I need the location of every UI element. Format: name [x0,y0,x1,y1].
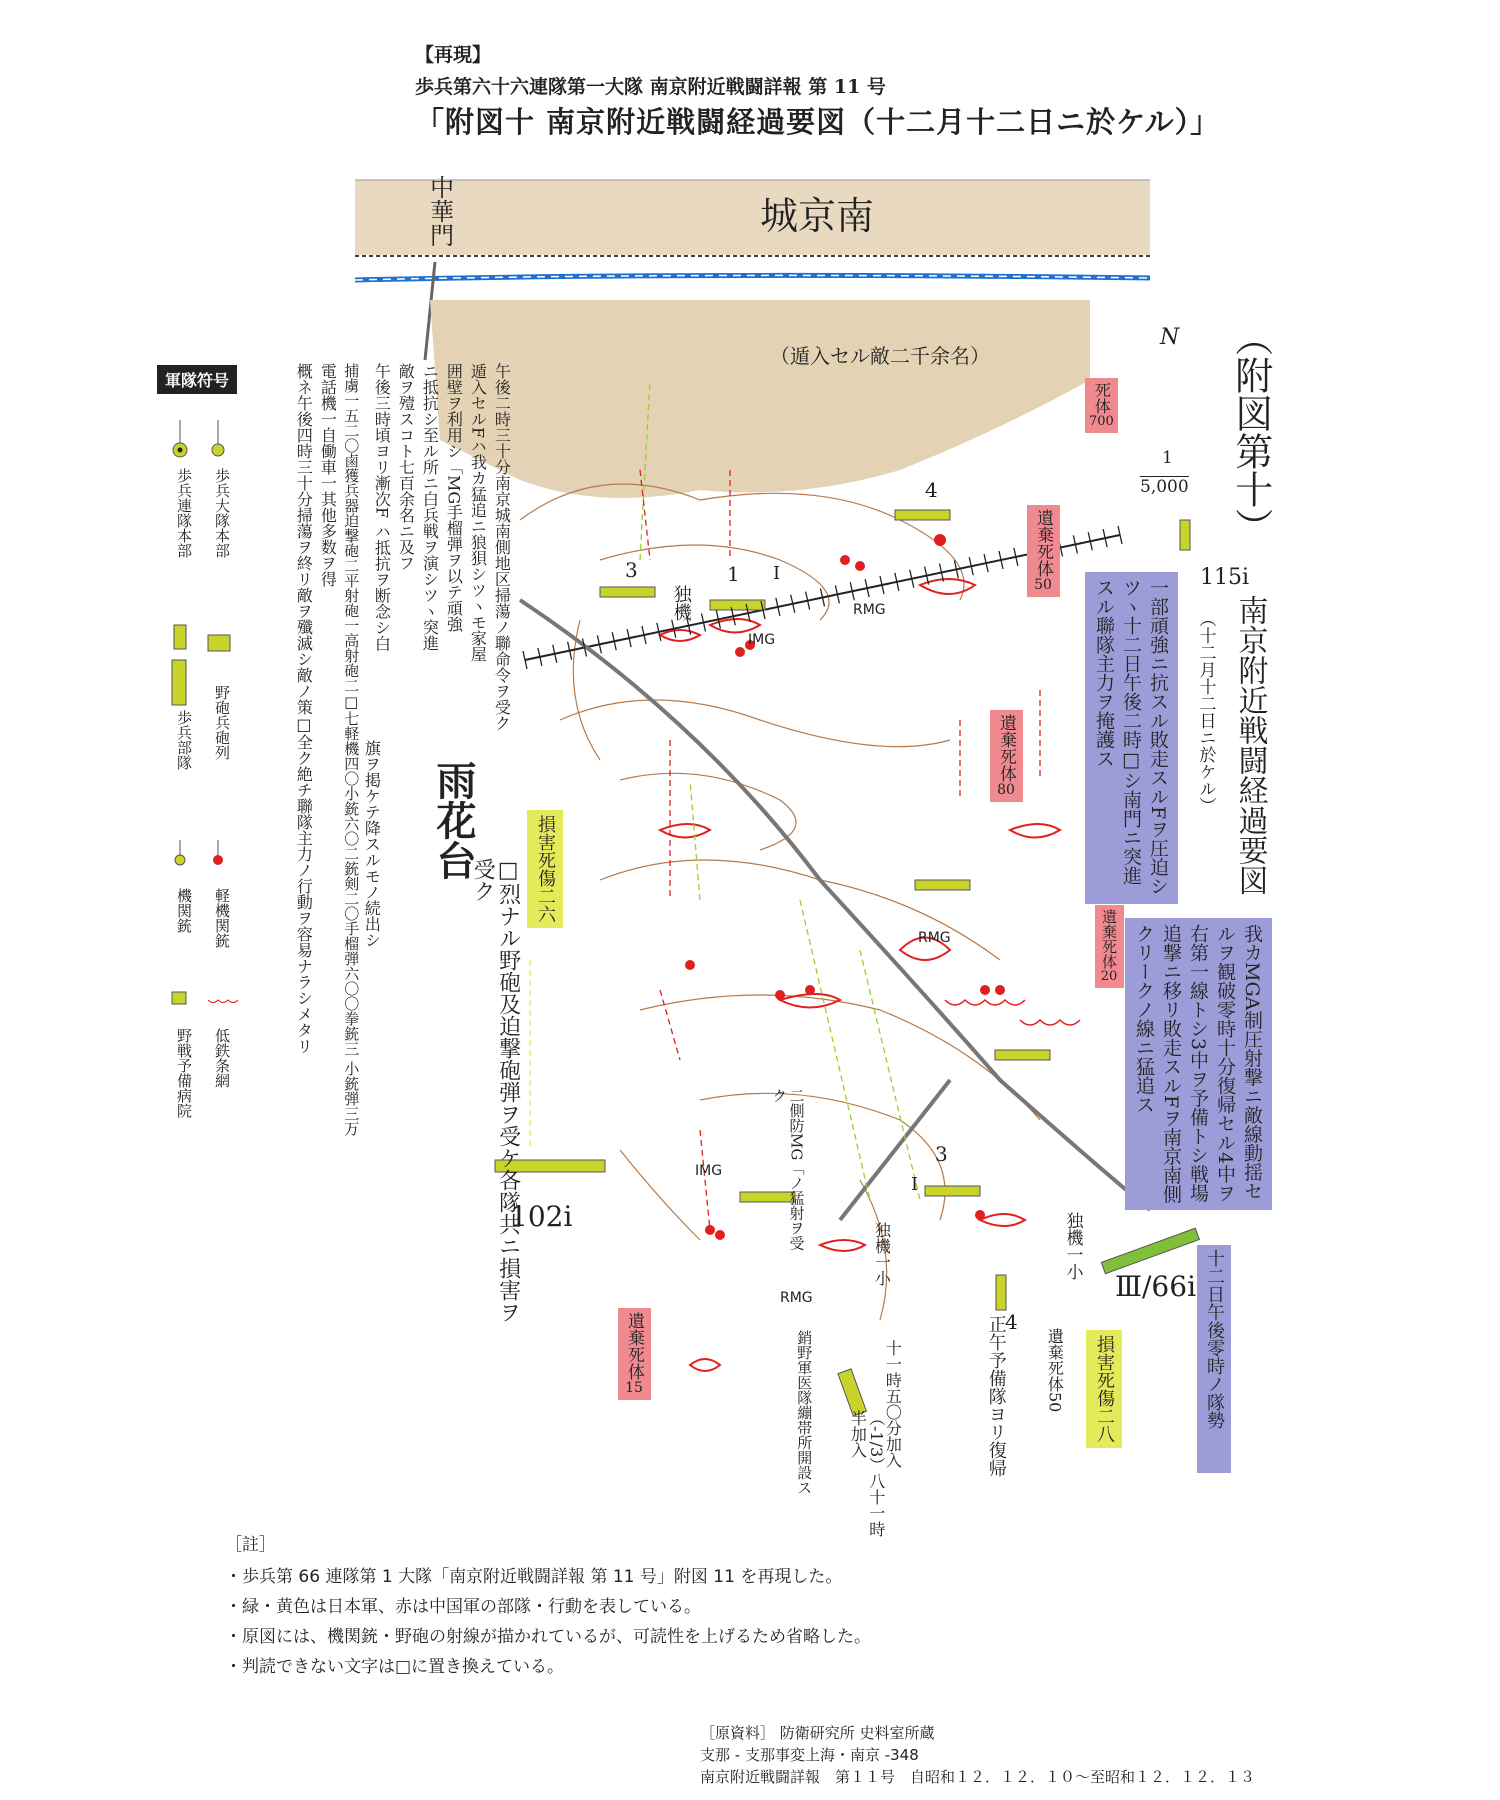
notes-title: ［註］ [225,1535,276,1555]
note-item: ・判読できない文字は□に置き換えている。 [225,1657,565,1677]
note-item: ・緑・黄色は日本軍、赤は中国軍の部隊・行動を表している。 [225,1597,701,1617]
bottom-note: （-1/3）八十一時半加入 [848,1410,886,1538]
source-line1: ［原資料］ 防衛研究所 史料室所蔵 [700,1724,935,1742]
big-title: （附図第十） [1228,318,1273,546]
left-note: 旗ヲ掲ケテ降スルモノ続出シ [362,740,382,948]
enemy-area [430,300,1090,498]
unit-label-I-top: Ⅰ [773,563,781,584]
note-item: ・歩兵第 66 連隊第 1 大隊「南京附近戦闘詳報 第 11 号」附図 11 を再現した。 [225,1567,843,1587]
weapon-label: RMG [918,930,951,946]
unit-102i: 102i [510,1200,573,1233]
legend-item: 歩兵連隊本部 [175,468,193,558]
gate-label: 中華門 [425,175,454,247]
city-label: 城京南 [760,194,875,238]
north-arrow: N [1160,325,1180,350]
left-note: 囲壁ヲ利用シ「MG手榴弾ヲ以テ頑強 [444,363,464,633]
legend-item: 機関銃 [175,888,193,933]
left-note: 遁入セルFハ我カ猛追ニ狼狽シツヽモ家屋 [468,363,488,663]
dead-box-20: 遺棄死体20 [1095,905,1124,988]
note-item: ・原図には、機関銃・野砲の射線が描かれているが、可読性を上げるため省略した。 [225,1627,871,1647]
source-line2: 支那 - 支那事変上海・南京 -348 [700,1746,919,1764]
branch-road [840,1080,950,1220]
wire-entanglement [1020,1020,1080,1025]
bottom-note: 遺棄死体50 [1045,1328,1065,1413]
unit-3-66i: Ⅲ/66i [1115,1270,1197,1303]
legend-symbols [160,400,250,1040]
unit-label-1: 1 [727,562,740,586]
unit-label-I-bottom: Ⅰ [911,1174,919,1195]
left-note: 電話機一自働車一其他多数ヲ得 [318,363,338,587]
source-line3: 南京附近戦闘詳報 第１１号 自昭和１２．１２．１０〜至昭和１２．１２．１３ [700,1768,1256,1786]
legend-item: 歩兵大隊本部 [213,468,231,558]
left-note: 午後二時三十分南京城南側地区掃蕩ノ聯命令ヲ受ク [492,363,512,731]
right-title: 南京附近戦闘経過要図 [1232,595,1268,895]
weapon-label: 独機一小 [1062,1212,1083,1280]
unit-label-4-top: 4 [925,478,938,502]
unit-115i: 115i [1200,565,1250,590]
weapon-label: 独機一小 [872,1222,892,1286]
left-note: 敵ヲ殪スコト七百余名ニ及フ [396,363,416,571]
legend-item: 低鉄条網 [213,1028,231,1088]
left-note: 捕虜一五二〇鹵獲兵器迫撃砲二平射砲一高射砲二□七軽機四〇小銃六〇二銃剣二〇手榴弾六〇〇拳銃三 小銃弾三万 [342,363,361,1136]
unit-label-3-bottom: 3 [935,1142,948,1166]
bottom-note: 十一時五〇分加入 [883,1340,903,1468]
unit-label-3: 3 [625,558,638,582]
weapon-label: RMG [780,1290,813,1306]
purple-note-2: 我カMGA制圧射撃ニ敵線動揺セルヲ観破零時十分復帰セル4中ヲ右第一線トシ3中ヲ予備トシ戦場追撃ニ移リ敗走スルFヲ南京南側クリークノ線ニ猛追ス [1125,918,1272,1210]
legend-item: 歩兵部隊 [175,710,193,770]
center-note: □烈ナル野砲及迫撃砲弾ヲ受ケ各隊共ニ損害ヲ受ク [470,858,521,1323]
place-yuhuatai: 雨花台 [430,760,477,880]
wire-entanglement [945,1000,1025,1005]
enemy-area-label: （遁入セル敵二千余名） [770,344,990,368]
header-line1: 【再現】 [415,44,492,66]
right-subtitle: （十二月十二日ニ於ケル） [1195,610,1216,814]
weapon-label: IMG [695,1163,723,1179]
left-note: 午後三時頃ヨリ漸次F ハ抵抗ヲ断念シ白 [372,363,392,652]
legend-item: 野砲兵砲列 [213,685,231,760]
dead-box-15: 遺棄死体15 [618,1308,651,1400]
dead-box-80: 遺棄死体80 [990,710,1023,802]
legend-title: 軍隊符号 [157,365,237,394]
purple-note-1: 一部頑強ニ抗スル敗走スルFヲ圧迫シツヽ十二日午後二時□シ南門ニ突進スル聯隊主力ヲ掩護ス [1085,572,1178,904]
legend-item: 野戦予備病院 [175,1028,193,1118]
header-title: 「附図十 南京附近戦闘経過要図（十二月十二日ニ於ケル）」 [415,105,1221,139]
bottom-note: 二側防MG「ノ猛射ヲ受ク [770,1088,806,1251]
purple-note-3: 十二日午後零時ノ隊勢 [1197,1245,1231,1473]
scale-denominator: 5,000 [1140,477,1189,497]
weapon-label: RMG [853,602,886,618]
casualty-left: 損害死傷二六 [527,810,563,928]
unit-label-4-bottom: 4 [1005,1310,1018,1334]
scale-numerator: 1 [1162,448,1173,468]
legend-item: 軽機関銃 [213,888,231,948]
main-road [520,600,1150,1210]
city-area [355,180,1150,255]
casualty-right: 損害死傷二八 [1086,1330,1122,1448]
dead-box-50: 遺棄死体50 [1027,505,1060,597]
header-line2: 歩兵第六十六連隊第一大隊 南京附近戦闘詳報 第 11 号 [415,76,886,98]
bottom-note: 正午予備隊ヨリ復帰 [985,1315,1007,1477]
left-note: 概ネ午後四時三十分掃蕩ヲ終リ敵ヲ殲滅シ敵ノ策□全ク絶チ聯隊主力ノ行動ヲ容易ナラシメタリ [294,363,314,1054]
weapon-label: 独機 [670,585,692,621]
left-note: ニ抵抗シ至ル所ニ白兵戦ヲ演シツヽ突進 [420,363,440,651]
dead-box-700: 死体700 [1085,378,1118,433]
weapon-label: IMG [748,632,776,648]
enemy-positions [660,579,1060,1371]
bottom-note: 銷野軍医隊繃帯所開設ス [795,1330,814,1495]
